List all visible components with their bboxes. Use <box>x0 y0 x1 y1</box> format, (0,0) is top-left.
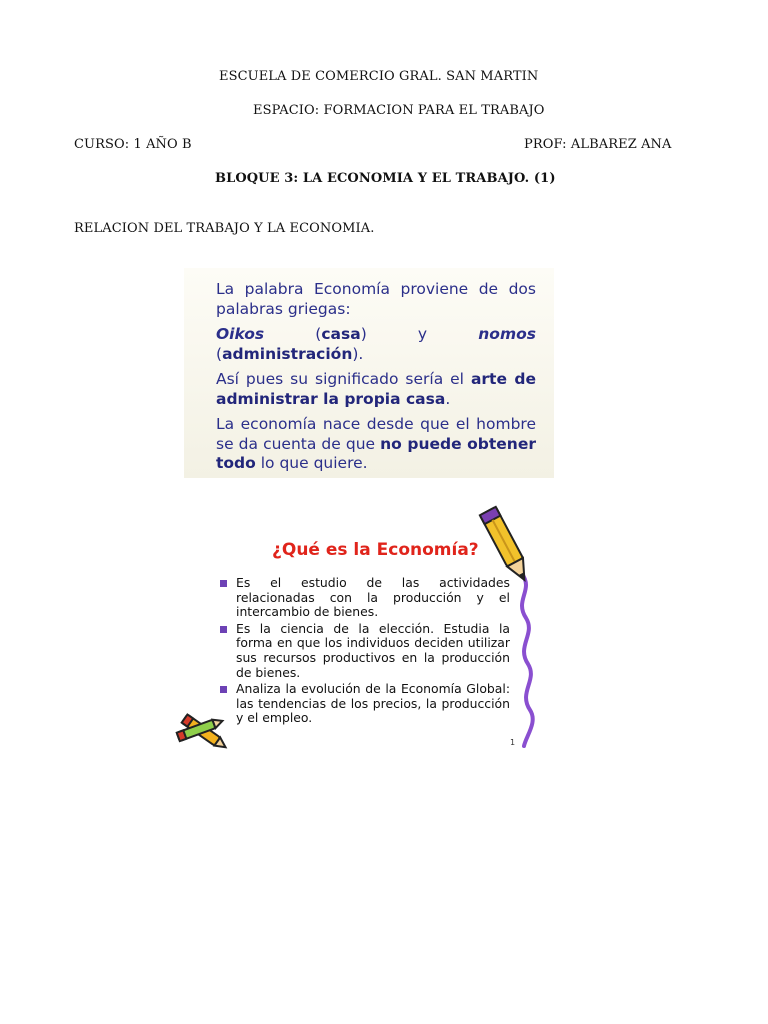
slide1-paragraph-1: La palabra Economía proviene de dos palabras griegas: <box>216 280 536 318</box>
slide-etymology <box>184 268 554 478</box>
space-name: ESPACIO: FORMACION PARA EL TRABAJO <box>253 103 545 118</box>
word-casa: casa <box>321 325 361 343</box>
section-heading: RELACION DEL TRABAJO Y LA ECONOMIA. <box>74 221 375 236</box>
teacher-label: PROF: ALBAREZ ANA <box>524 137 672 152</box>
slide2-bullet: Es el estudio de las actividades relacionadas con la producción y el intercambio de bienes. <box>220 576 510 620</box>
word-oikos: Oikos <box>216 325 265 343</box>
word-y: y <box>417 325 428 343</box>
slide1-paragraph-3: Así pues su significado sería el arte de administrar la propia casa. <box>216 370 536 408</box>
word-administracion: administración <box>222 344 353 363</box>
slide2-bullet: Analiza la evolución de la Economía Global: las tendencias de los precios, la producción y el empleo. <box>220 682 510 726</box>
crossed-pencils-icon <box>172 706 232 758</box>
slide2-bullet: Es la ciencia de la elección. Estudia la forma en que los individuos deciden utilizar sus recursos productivos en la producción de bienes. <box>220 622 510 680</box>
course-label: CURSO: 1 AÑO B <box>74 137 192 152</box>
slide1-paragraph-4: La economía nace desde que el hombre se da cuenta de que no puede obtener todo lo que quiere. <box>216 415 536 472</box>
slide2-bullet-list <box>220 576 510 728</box>
slide2-title: ¿Qué es la Economía? <box>272 540 479 560</box>
pencil-icon <box>477 500 537 590</box>
slide2-page-number: 1 <box>510 738 516 747</box>
slide1-paragraph-2: Oikos (casa) y nomos (administración). <box>216 325 536 363</box>
school-name: ESCUELA DE COMERCIO GRAL. SAN MARTIN <box>219 69 539 84</box>
slide-what-is-economy <box>172 500 538 758</box>
word-nomos: nomos <box>478 325 536 343</box>
block-title: BLOQUE 3: LA ECONOMIA Y EL TRABAJO. (1) <box>215 171 556 186</box>
purple-squiggle-icon <box>512 570 542 750</box>
